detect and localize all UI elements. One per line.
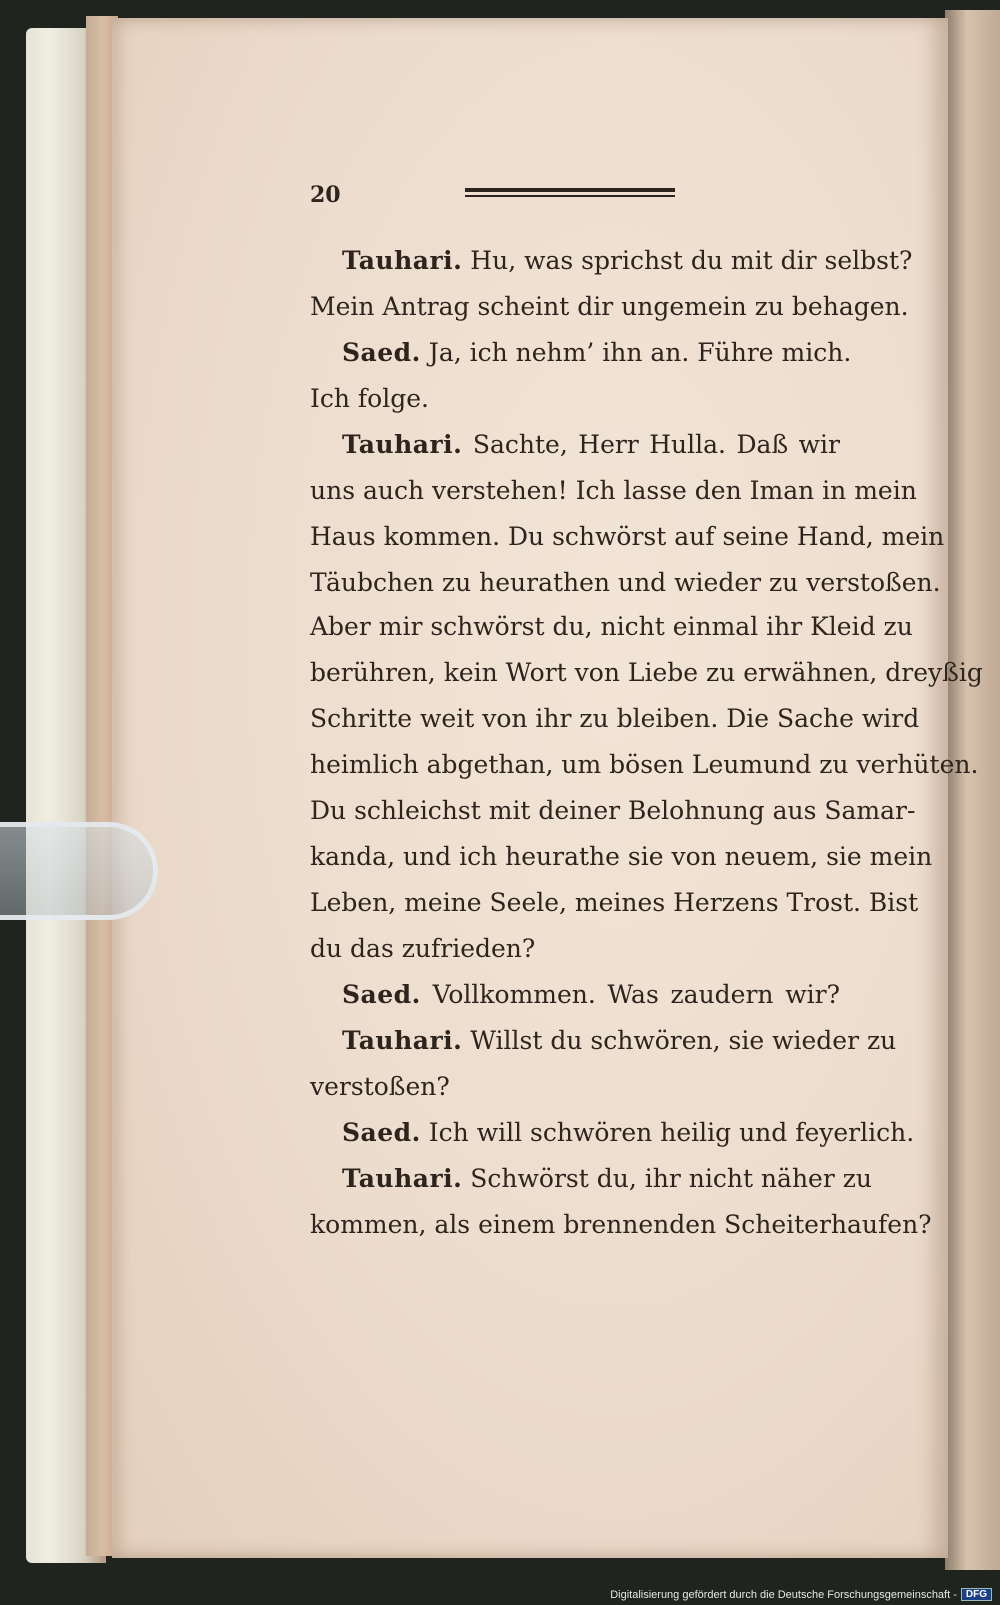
text-line bbox=[342, 972, 840, 1018]
speaker-name: Tauhari. bbox=[342, 1164, 463, 1193]
text-line bbox=[310, 284, 909, 330]
line-text: heimlich abgethan, um bösen Leumund zu verhüten. bbox=[310, 750, 979, 779]
footer-credit: Digitalisierung gefördert durch die Deutsche Forschungsgemeinschaft - bbox=[610, 1588, 957, 1601]
text-line bbox=[310, 1202, 932, 1248]
speaker-name: Saed. bbox=[342, 1118, 421, 1147]
text-line bbox=[342, 1156, 873, 1202]
text-line bbox=[310, 514, 945, 560]
text-line bbox=[310, 880, 919, 926]
text-line bbox=[342, 330, 852, 376]
line-text: Leben, meine Seele, meines Herzens Trost. Bist bbox=[310, 888, 919, 917]
header-rule bbox=[465, 188, 675, 197]
line-text: Du schleichst mit deiner Belohnung aus Samar- bbox=[310, 796, 916, 825]
text-line bbox=[342, 1110, 915, 1156]
line-text: Täubchen zu heurathen und wieder zu verstoßen. bbox=[310, 568, 941, 597]
book-clip bbox=[0, 822, 158, 920]
line-text: Mein Antrag scheint dir ungemein zu behagen. bbox=[310, 292, 909, 321]
line-text: Schwörst du, ihr nicht näher zu bbox=[470, 1164, 873, 1193]
text-line bbox=[342, 1018, 897, 1064]
line-text: Willst du schwören, sie wieder zu bbox=[470, 1026, 897, 1055]
line-text: Ich folge. bbox=[310, 384, 429, 413]
text-line bbox=[342, 422, 840, 468]
speaker-name: Saed. bbox=[342, 338, 421, 367]
dfg-logo: DFG bbox=[961, 1588, 992, 1601]
text-line bbox=[310, 834, 933, 880]
line-text: berühren, kein Wort von Liebe zu erwähnen, dreyßig bbox=[310, 658, 983, 687]
speaker-name: Saed. bbox=[342, 980, 421, 1009]
text-line bbox=[310, 376, 429, 422]
speaker-name: Tauhari. bbox=[342, 430, 463, 459]
line-text: du das zufrieden? bbox=[310, 934, 536, 963]
line-text: Vollkommen. Was zaudern wir? bbox=[432, 980, 840, 1009]
text-line bbox=[310, 468, 917, 514]
text-line bbox=[310, 788, 916, 834]
text-line bbox=[310, 742, 979, 788]
line-text: uns auch verstehen! Ich lasse den Iman in mein bbox=[310, 476, 917, 505]
line-text: kommen, als einem brennenden Scheiterhaufen? bbox=[310, 1210, 932, 1239]
speaker-name: Tauhari. bbox=[342, 246, 463, 275]
line-text: Sachte, Herr Hulla. Daß wir bbox=[472, 430, 840, 459]
line-text: Haus kommen. Du schwörst auf seine Hand, mein bbox=[310, 522, 945, 551]
line-text: Ich will schwören heilig und feyerlich. bbox=[428, 1118, 915, 1147]
line-text: verstoßen? bbox=[310, 1072, 450, 1101]
text-line bbox=[310, 604, 913, 650]
line-text: Hu, was sprichst du mit dir selbst? bbox=[470, 246, 913, 275]
line-text: Aber mir schwörst du, nicht einmal ihr Kleid zu bbox=[310, 612, 913, 641]
facing-page-edge bbox=[945, 10, 1000, 1570]
line-text: kanda, und ich heurathe sie von neuem, sie mein bbox=[310, 842, 933, 871]
text-line bbox=[310, 560, 941, 606]
text-line bbox=[310, 926, 535, 972]
text-line bbox=[310, 696, 920, 742]
text-line bbox=[342, 238, 913, 284]
line-text: Ja, ich nehm’ ihn an. Führe mich. bbox=[428, 338, 852, 367]
page-number: 20 bbox=[310, 182, 341, 208]
text-line bbox=[310, 1064, 450, 1110]
text-line bbox=[310, 650, 983, 696]
line-text: Schritte weit von ihr zu bleiben. Die Sache wird bbox=[310, 704, 920, 733]
digitization-footer bbox=[610, 1588, 992, 1601]
speaker-name: Tauhari. bbox=[342, 1026, 463, 1055]
